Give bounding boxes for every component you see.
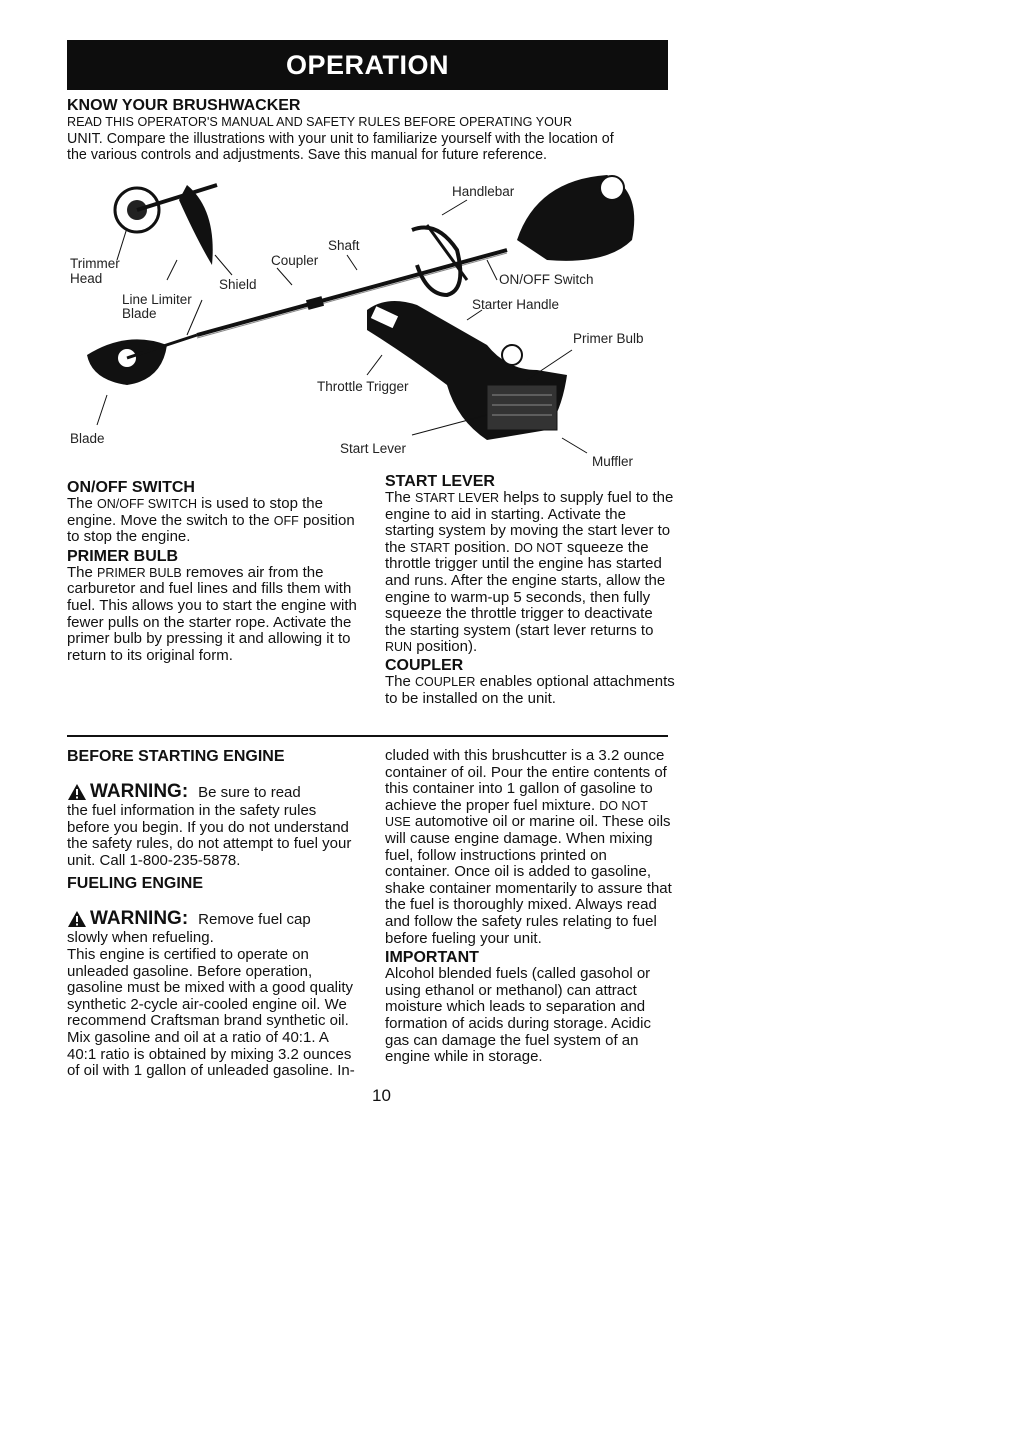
warning-lead: Remove fuel cap — [198, 910, 311, 928]
label-coupler: Coupler — [271, 253, 319, 268]
page-number: 10 — [372, 1086, 391, 1105]
primer-heading: PRIMER BULB — [67, 547, 179, 565]
label-start-lever: Start Lever — [340, 441, 407, 456]
blade-illustration — [87, 335, 197, 385]
important-body: Alcohol blended fuels (called gasohol or using ethanol or methanol) can attract moisture which leads to separation and formation of acids during storage. Acidic gas can damage the fuel system of an engine while in storage. — [385, 965, 651, 1066]
section-divider — [67, 735, 668, 737]
before-start-heading: BEFORE STARTING ENGINE — [67, 748, 285, 765]
intro-line-3: the various controls and adjustments. Save this manual for future reference. — [67, 147, 547, 164]
label-onoff-switch: ON/OFF Switch — [499, 272, 594, 287]
label-trimmer: Trimmer — [70, 256, 120, 271]
intro-line-2: UNIT. Compare the illustrations with your unit to familiarize yourself with the location of — [67, 130, 614, 147]
label-primer-bulb: Primer Bulb — [573, 331, 644, 346]
important-heading: IMPORTANT — [385, 949, 479, 967]
label-throttle-trigger: Throttle Trigger — [317, 379, 409, 394]
warning-triangle-icon — [67, 783, 87, 801]
warning-triangle-icon — [67, 910, 87, 928]
label-line-limiter: Line Limiter — [122, 292, 192, 307]
label-blade: Blade — [70, 431, 105, 446]
warning-label: WARNING: — [90, 781, 189, 802]
start-lever-heading: START LEVER — [385, 473, 495, 490]
coupler-illustration — [306, 296, 324, 310]
column-right-top — [385, 473, 675, 707]
warning-label: WARNING: — [90, 908, 189, 930]
column-left-top — [67, 479, 367, 664]
label-muffler: Muffler — [592, 454, 634, 469]
fueling-body: This engine is certified to operate on unleaded gasoline. Before operation, gasoline must be mixed with a good quality synthetic 2-cycle air-cooled engine oil. We recommend Craftsman brand synthetic oil. Mix gasoline and oil at a ratio of 40:1. A 40:1 ratio is obtained by mixing 3.2 ounces of oil with 1 gallon of unleaded gasoline. In- — [67, 945, 355, 1080]
coupler-heading: COUPLER — [385, 656, 464, 674]
label-shaft: Shaft — [328, 238, 360, 253]
label-handlebar: Handlebar — [452, 184, 515, 199]
onoff-body: The ON/OFF SWITCH is used to stop the engine. Move the switch to the OFF position to stop the engine. — [67, 495, 355, 546]
label-line-limiter-blade: Blade — [122, 306, 157, 321]
fueling-heading: FUELING ENGINE — [67, 875, 204, 893]
column-left-bottom — [67, 748, 359, 1080]
warning-line-1 — [67, 781, 359, 803]
start-lever-body: The START LEVER helps to supply fuel to the engine to aid in starting. Activate the starting system by moving the start lever to the START position. DO NOT squeeze the throttle trigger until the engine has started and runs. After the engine starts, allow the engine to warm-up 5 seconds, then fully squeeze the throttle trigger to deactivate the starting system (start lever returns to RUN position). — [385, 489, 674, 656]
onoff-heading: ON/OFF SWITCH — [67, 479, 195, 496]
warning-line-2 — [67, 908, 359, 930]
label-starter-handle: Starter Handle — [472, 297, 560, 312]
primer-body: The PRIMER BULB removes air from the carburetor and fuel lines and fills them with fuel. This allows you to start the engine with fewer pulls on the starter rope. Activate the primer bulb by pressing it and allowing it to return to its original form. — [67, 563, 357, 664]
label-head: Head — [70, 271, 103, 286]
engine-lower-illustration — [367, 301, 567, 440]
shield-illustration — [179, 185, 213, 265]
brushwacker-diagram — [67, 170, 668, 475]
fueling-warning-cont: slowly when refueling. — [67, 929, 214, 947]
intro-heading: KNOW YOUR BRUSHWACKER — [67, 97, 301, 114]
fueling-continued: cluded with this brushcutter is a 3.2 ounce container of oil. Pour the entire contents of this container into 1 gallon of gasoline to achieve the proper fuel mixture. DO NOT USE automotive oil or marine oil. These oils will cause engine damage. When mixing fuel, follow instructions printed on container. Once oil is added to gasoline, shake container momentarily to assure that the fuel is thoroughly mixed. Always read and follow the safety rules relating to fuel before fueling your unit. — [385, 747, 672, 947]
column-right-bottom — [385, 748, 675, 1066]
before-start-body: the fuel information in the safety rules before you begin. If you do not understand the safety rules, do not attempt to fuel your unit. Call 1-800-235-5878. — [67, 802, 352, 869]
coupler-body: The COUPLER enables optional attachments to be installed on the unit. — [385, 672, 675, 707]
label-shield: Shield — [219, 277, 257, 292]
engine-illustration — [517, 175, 634, 261]
intro-section — [67, 97, 677, 164]
warning-lead: Be sure to read — [198, 783, 301, 801]
section-title: OPERATION — [285, 49, 449, 80]
section-banner — [67, 40, 668, 90]
intro-line-1: READ THIS OPERATOR'S MANUAL AND SAFETY RULES BEFORE OPERATING YOUR — [67, 115, 573, 129]
